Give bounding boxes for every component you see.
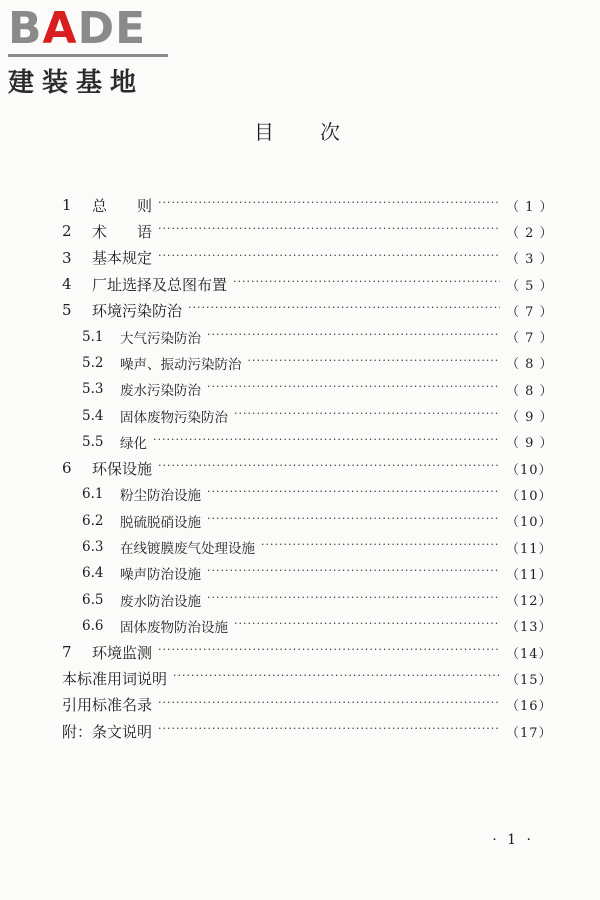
logo-subtitle: 建装基地 [8,68,145,98]
toc-entry-number: 5 [62,301,72,320]
toc-entry-number: 5.4 [82,407,104,424]
toc-entry[interactable] [62,481,553,507]
toc-entry-page: （13） [506,620,553,636]
toc-entry-label: 噪声防治设施 [120,567,201,584]
toc-entry-number: 6 [62,459,72,478]
toc-leader-dots [158,724,500,738]
toc-entry-number: 6.5 [82,591,104,608]
toc-entry-number: 6.1 [82,486,104,503]
toc-entry-label: 本标准用词说明 [62,669,168,688]
toc-leader-dots [248,356,501,370]
toc-entry-page: （ 2 ） [506,225,554,241]
toc-entry-label: 噪声、振动污染防治 [120,356,242,373]
toc-entry[interactable] [62,455,553,481]
toc-entry[interactable] [62,245,554,271]
toc-entry-number: 2 [62,222,72,241]
toc-entry-page: （11） [506,567,553,583]
toc-entry-number: 5.5 [82,433,104,450]
toc-entry-label: 大气污染防治 [120,330,201,347]
logo-wordmark: BADE [8,3,147,54]
toc-entry-page: （ 1 ） [506,199,554,215]
toc-leader-dots [158,461,500,475]
toc-entry[interactable] [62,323,554,349]
toc-entry[interactable] [62,218,554,244]
toc-entry[interactable] [62,402,554,428]
toc-leader-dots [207,487,500,501]
toc-entry-label: 附：条文说明 [62,722,153,741]
toc-entry-number: 5.1 [82,328,104,345]
toc-entry-label: 绿化 [120,435,147,452]
toc-entry-label: 环境污染防治 [92,301,183,320]
toc-entry-label: 在线镀膜废气处理设施 [120,541,255,557]
toc-entry[interactable] [62,534,553,560]
toc-entry-page: （10） [506,515,553,531]
toc-leader-dots [207,330,500,344]
toc-leader-dots [207,382,500,396]
toc-entry-number: 5.3 [82,381,104,398]
toc-entry-page: （ 7 ） [506,331,554,347]
toc-leader-dots [153,435,500,449]
toc-entry-number: 7 [62,643,72,662]
page-number: · 1 · [492,832,534,848]
toc-entry-label: 废水防治设施 [120,593,201,610]
toc-entry-number: 6.2 [82,512,104,529]
toc-entry-number: 1 [62,196,72,215]
table-of-contents [62,192,554,744]
toc-entry[interactable] [62,271,554,297]
toc-leader-dots [234,619,500,633]
toc-entry[interactable] [62,560,553,586]
toc-entry-label: 固体废物污染防治 [120,409,228,426]
toc-entry[interactable] [62,665,553,691]
toc-entry[interactable] [62,586,553,612]
toc-entry-page: （17） [506,725,553,741]
toc-entry-label: 环境监测 [92,643,153,662]
toc-leader-dots [207,593,500,607]
toc-entry[interactable] [62,692,553,718]
page-title: 目次 [254,120,386,144]
toc-leader-dots [188,303,500,317]
toc-leader-dots [234,409,500,423]
toc-entry[interactable] [62,508,553,534]
toc-entry[interactable] [62,613,553,639]
toc-entry-page: （15） [506,672,553,688]
toc-entry-number: 3 [62,248,72,267]
toc-entry-page: （ 8 ） [506,357,554,373]
toc-entry-label: 总 则 [92,196,153,215]
toc-entry-page: （16） [506,699,553,715]
toc-leader-dots [173,671,500,685]
toc-entry-page: （10） [506,488,553,504]
toc-entry-page: （14） [506,646,553,662]
toc-entry-number: 5.2 [82,354,104,371]
toc-entry-label: 废水污染防治 [120,383,201,400]
toc-entry-label: 术 语 [92,222,153,241]
toc-entry[interactable] [62,192,554,218]
toc-entry-page: （11） [506,541,553,557]
toc-entry-page: （ 3 ） [506,252,554,268]
toc-leader-dots [158,224,500,238]
toc-entry-page: （ 8 ） [506,383,554,399]
toc-entry-label: 引用标准名录 [62,696,153,715]
toc-entry-page: （12） [506,594,553,610]
toc-entry-number: 6.3 [82,539,104,555]
toc-entry-number: 6.4 [82,565,104,582]
toc-entry-page: （ 9 ） [506,436,554,452]
toc-entry-number: 6.6 [82,617,104,634]
toc-leader-dots [207,566,500,580]
logo-rule [8,54,168,57]
toc-entry-label: 粉尘防治设施 [120,488,201,505]
toc-entry[interactable] [62,350,554,376]
toc-leader-dots [207,514,500,528]
bade-logo [8,3,178,98]
toc-entry-page: （ 9 ） [506,410,554,426]
toc-entry-number: 4 [62,275,72,294]
toc-leader-dots [233,277,500,291]
toc-entry-label: 固体废物防治设施 [120,619,228,636]
toc-leader-dots [158,698,500,712]
toc-leader-dots [158,645,500,659]
toc-entry[interactable] [62,297,554,323]
toc-entry-page: （ 5 ） [506,278,554,294]
toc-leader-dots [158,198,500,212]
toc-entry-page: （ 7 ） [506,304,554,320]
toc-leader-dots [261,540,500,554]
toc-entry-label: 基本规定 [92,249,153,268]
toc-entry-label: 环保设施 [92,459,153,478]
toc-leader-dots [158,251,500,265]
toc-entry-page: （10） [506,462,553,478]
toc-entry[interactable] [62,376,554,402]
toc-entry[interactable] [62,718,553,744]
toc-entry[interactable] [62,639,553,665]
toc-entry-label: 脱硫脱硝设施 [120,514,201,531]
toc-entry-label: 厂址选择及总图布置 [92,275,228,294]
toc-entry[interactable] [62,429,554,455]
